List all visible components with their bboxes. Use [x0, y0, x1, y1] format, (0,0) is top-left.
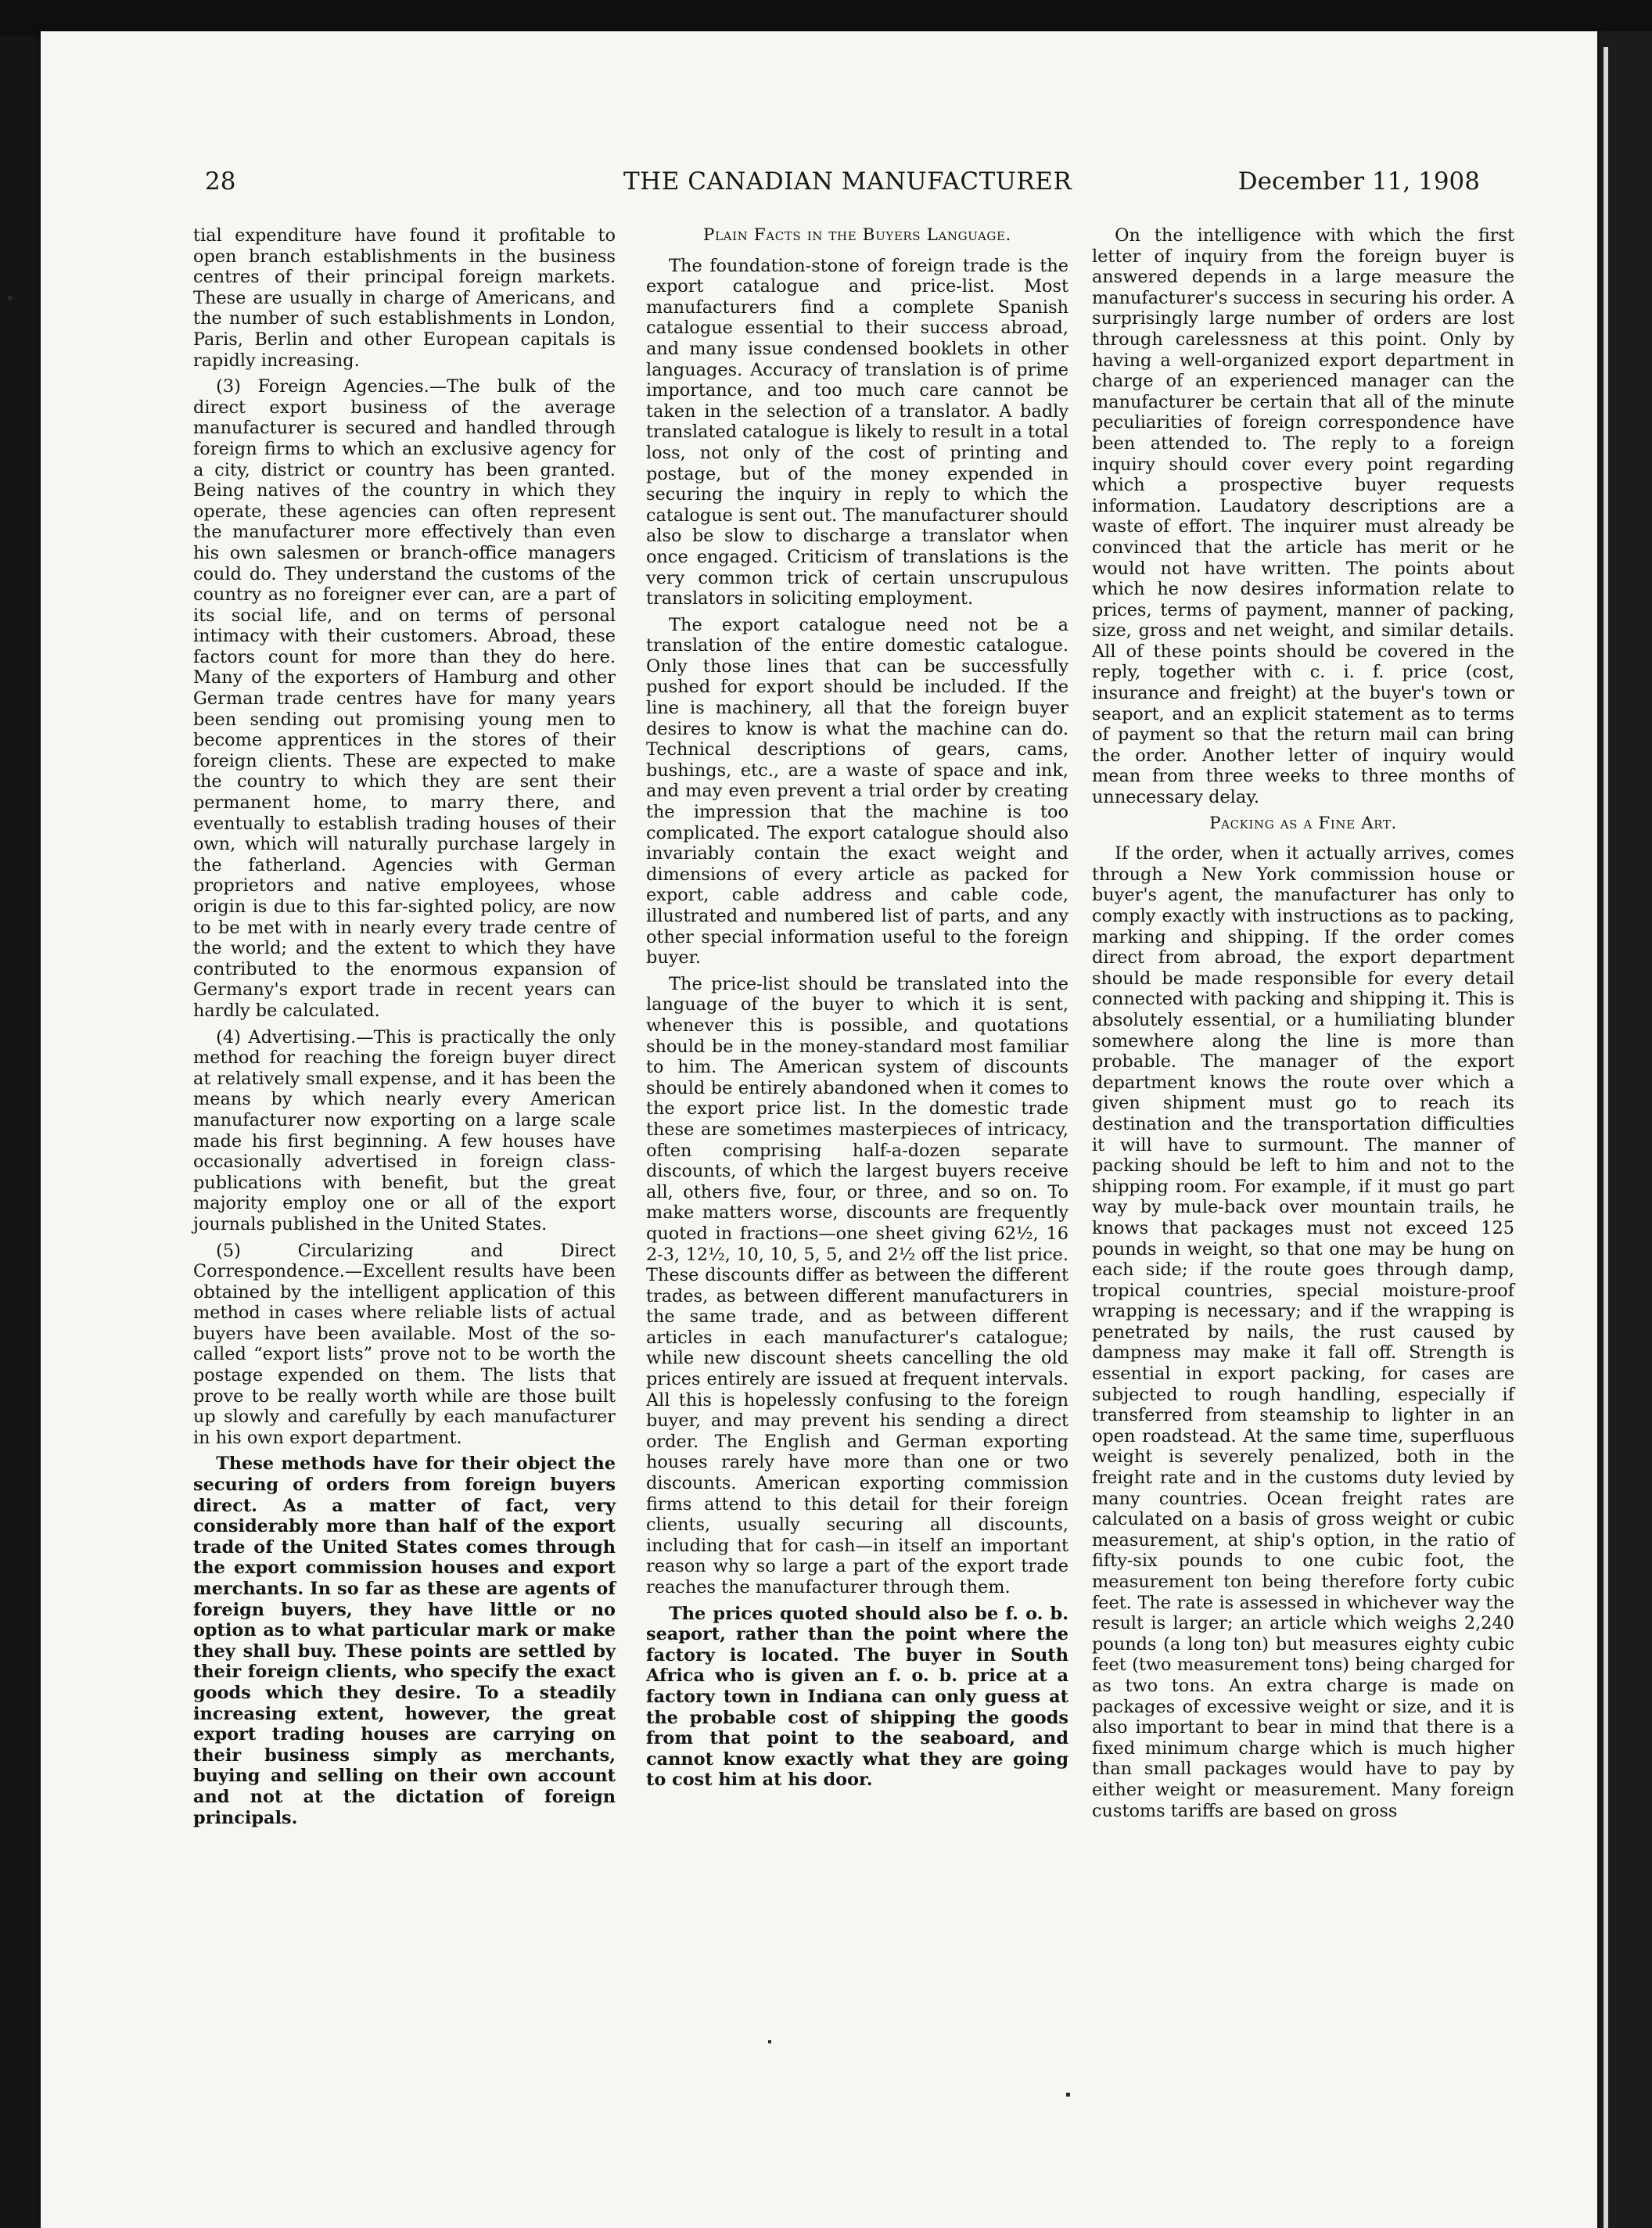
paragraph: The foundation-stone of foreign trade is the export catalogue and price-list. Most manufacturers find a complete Spanish catalogue essential to their success abroad, and many issue condensed booklets in other languages. Accuracy of translation is of prime importance, and too much care cannot be taken in the selection of a translator. A badly translated catalogue is likely to result in a total loss, not only of the cost of printing and postage, but of the money expended in securing the inquiry in reply to which the catalogue is sent out. The manufacturer should also be slow to discharge a translator when once engaged. Criticism of translations is the very common trick of certain unscrupulous translators in soliciting employment. [646, 255, 1068, 609]
paragraph: On the intelligence with which the first letter of inquiry from the foreign buyer is answered depends in a large measure the manufacturer's success in securing his order. A surprisingly large number of orders are lost through carelessness at this point. Only by having a well-organized export department in charge of an experienced manager can the manufacturer be certain that all of the minute peculiarities of foreign correspondence have been attended to. The reply to a foreign inquiry should cover every point regarding which a prospective buyer requests information. Laudatory descriptions are a waste of effort. The inquirer must already be convinced that the article has merit or he would not have written. The points about which he now desires information relate to prices, terms of payment, manner of packing, size, gross and net weight, and similar details. All of these points should be covered in the reply, together with c. i. f. price (cost, insurance and freight) at the buyer's town or seaport, and an explicit statement as to terms of payment so that the return mail can bring the order. Another letter of inquiry would mean from three weeks to three months of unnecessary delay. [1092, 225, 1514, 808]
paragraph: These methods have for their object the securing of orders from foreign buyers direct. As a matter of fact, very considerably more than half of the export trade of the United States comes through the export commission houses and export merchants. In so far as these are agents of foreign buyers, they have little or no option as to what particular mark or make they shall buy. These points are settled by their foreign clients, who specify the exact goods which they desire. To a steadily increasing extent, however, the great export trading houses are carrying on their business simply as merchants, buying and selling on their own account and not at the dictation of foreign principals. [193, 1454, 616, 1828]
paragraph: tial expenditure have found it profitable to open branch establishments in the business centres of their principal foreign markets. These are usually in charge of Americans, and the number of such establishments in London, Paris, Berlin and other European capitals is rapidly increasing. [193, 225, 616, 371]
paragraph: The export catalogue need not be a translation of the entire domestic catalogue. Only those lines that can be successfully pushed for export should be included. If the line is machinery, all that the foreign buyer desires to know is what the machine can do. Technical descriptions of gears, cams, bushings, etc., are a waste of space and ink, and may even prevent a trial order by creating the impression that the machine is too complicated. The export catalogue should also invariably contain the exact weight and dimensions of every article as packed for export, cable address and cable code, illustrated and numbered list of parts, and any other special information useful to the foreign buyer. [646, 614, 1068, 968]
next-page-edge [1604, 47, 1608, 2228]
paragraph: The price-list should be translated into the language of the buyer to which it is sent, whenever this is possible, and quotations should be in the money-standard most familiar to him. The American system of discounts should be entirely abandoned when it comes to the export price list. In the domestic trade these are sometimes masterpieces of intricacy, often comprising half-a-dozen separate discounts, of which the largest buyers receive all, others five, four, or three, and so on. To make matters worse, discounts are frequently quoted in fractions—one sheet giving 62½, 16 2-3, 12½, 10, 10, 5, 5, and 2½ off the list price. These discounts differ as between the different trades, as between different manufacturers in the same trade, and as between different articles in each manufacturer's catalogue; while new discount sheets cancelling the old prices entirely are issued at frequent intervals. All this is hopelessly confusing to the foreign buyer, and may prevent his sending a direct order. The English and German exporting houses rarely have more than one or two discounts. American exporting commission firms attend to this detail for their foreign clients, usually securing all discounts, including that for cash—in itself an important reason why so large a part of the export trade reaches the manufacturer through them. [646, 973, 1068, 1597]
section-heading: Packing as a Fine Art. [1209, 813, 1397, 833]
paragraph: If the order, when it actually arrives, comes through a New York commission house or buyer's agent, the manufacturer has only to comply exactly with instructions as to packing, marking and shipping. If the order comes direct from abroad, the export department should be made responsible for every detail connected with packing and shipping it. This is absolutely essential, or a humiliating blunder somewhere along the line is more than probable. The manager of the export department knows the route over which a given shipment must go to reach its destination and the transportation difficulties it will have to surmount. The manner of packing should be left to him and not to the shipping room. For example, if it must go part way by mule-back over mountain trails, he knows that packages must not exceed 125 pounds in weight, so that one may be hung on each side; if the route goes through damp, tropical countries, special moisture-proof wrapping is necessary; and if the wrapping is penetrated by nails, the rust caused by dampness may make it fall off. Strength is essential in export packing, for cases are subjected to rough handling, especially if transferred from steamship to lighter in an open roadstead. At the same time, superfluous weight is severely penalized, both in the freight rate and in the customs duty levied by many countries. Ocean freight rates are calculated on a basis of gross weight or cubic measurement, at ship's option, in the ratio of fifty-six pounds to one cubic foot, the measurement ton being therefore forty cubic feet. The rate is assessed in whichever way the result is larger; an article which weighs 2,240 pounds (a long ton) but measures eighty cubic feet (two measurement tons) being charged for as two tons. An extra charge is made on packages of excessive weight or size, and it is also important to bear in mind that there is a fixed minimum charge which is much higher than small packages would have to pay by either weight or measurement. Many foreign customs tariffs are based on gross [1092, 843, 1514, 1821]
issue-date: December 11, 1908 [1237, 167, 1480, 196]
binding-speck [8, 296, 12, 300]
section-heading: Plain Facts in the Buyers Language. [703, 225, 1011, 245]
article-column-3 [1092, 225, 1514, 1827]
paragraph: The prices quoted should also be f. o. b. seaport, rather than the point where the factory is located. The buyer in South Africa who is given an f. o. b. price at a factory town in Indiana can only guess at the probable cost of shipping the goods from that point to the seaboard, and cannot know exactly what they are going to cost him at his door. [646, 1603, 1068, 1791]
page-number: 28 [205, 167, 236, 196]
paragraph: (3) Foreign Agencies.—The bulk of the direct export business of the average manufacturer is secured and handled through foreign firms to which an exclusive agency for a city, district or country has been granted. Being natives of the country in which they operate, these agencies can often represent the manufacturer more effectively than even his own salesmen or branch-office managers could do. They understand the customs of the country as no foreigner ever can, are a part of its social life, and on terms of personal intimacy with their customers. Abroad, these factors count for more than they do here. Many of the exporters of Hamburg and other German trade centres have for many years been sending out promising young men to become apprentices in the stores of their foreign clients. These are expected to make the country to which they are sent their permanent home, to marry there, and eventually to establish trading houses of their own, which will naturally purchase largely in the fatherland. Agencies with German proprietors and native employees, whose origin is due to this far-sighted policy, are now to be met with in nearly every trade centre of the world; and the extent to which they have contributed to the enormous expansion of Germany's export trade in recent years can hardly be calculated. [193, 376, 616, 1021]
paragraph: (4) Advertising.—This is practically the only method for reaching the foreign buyer direct at relatively small expense, and it has been the means by which nearly every American manufacturer now exporting on a large scale made his first beginning. A few houses have occasionally advertised in foreign class-publications with benefit, but the great majority employ one or all of the export journals published in the United States. [193, 1026, 616, 1234]
page-speck [1066, 2093, 1070, 2097]
journal-title: THE CANADIAN MANUFACTURER [623, 167, 1072, 196]
article-column-1 [193, 225, 616, 1834]
page-speck [768, 2040, 771, 2043]
running-header [166, 167, 1480, 199]
paragraph: (5) Circularizing and Direct Correspondence.—Excellent results have been obtained by the intelligent application of this method in cases where reliable lists of actual buyers have been available. Most of the so-called “export lists” prove not to be worth the postage expended on them. The lists that prove to be really worth while are those built up slowly and carefully by each manufacturer in his own export department. [193, 1240, 616, 1448]
article-column-2 [646, 225, 1068, 1796]
